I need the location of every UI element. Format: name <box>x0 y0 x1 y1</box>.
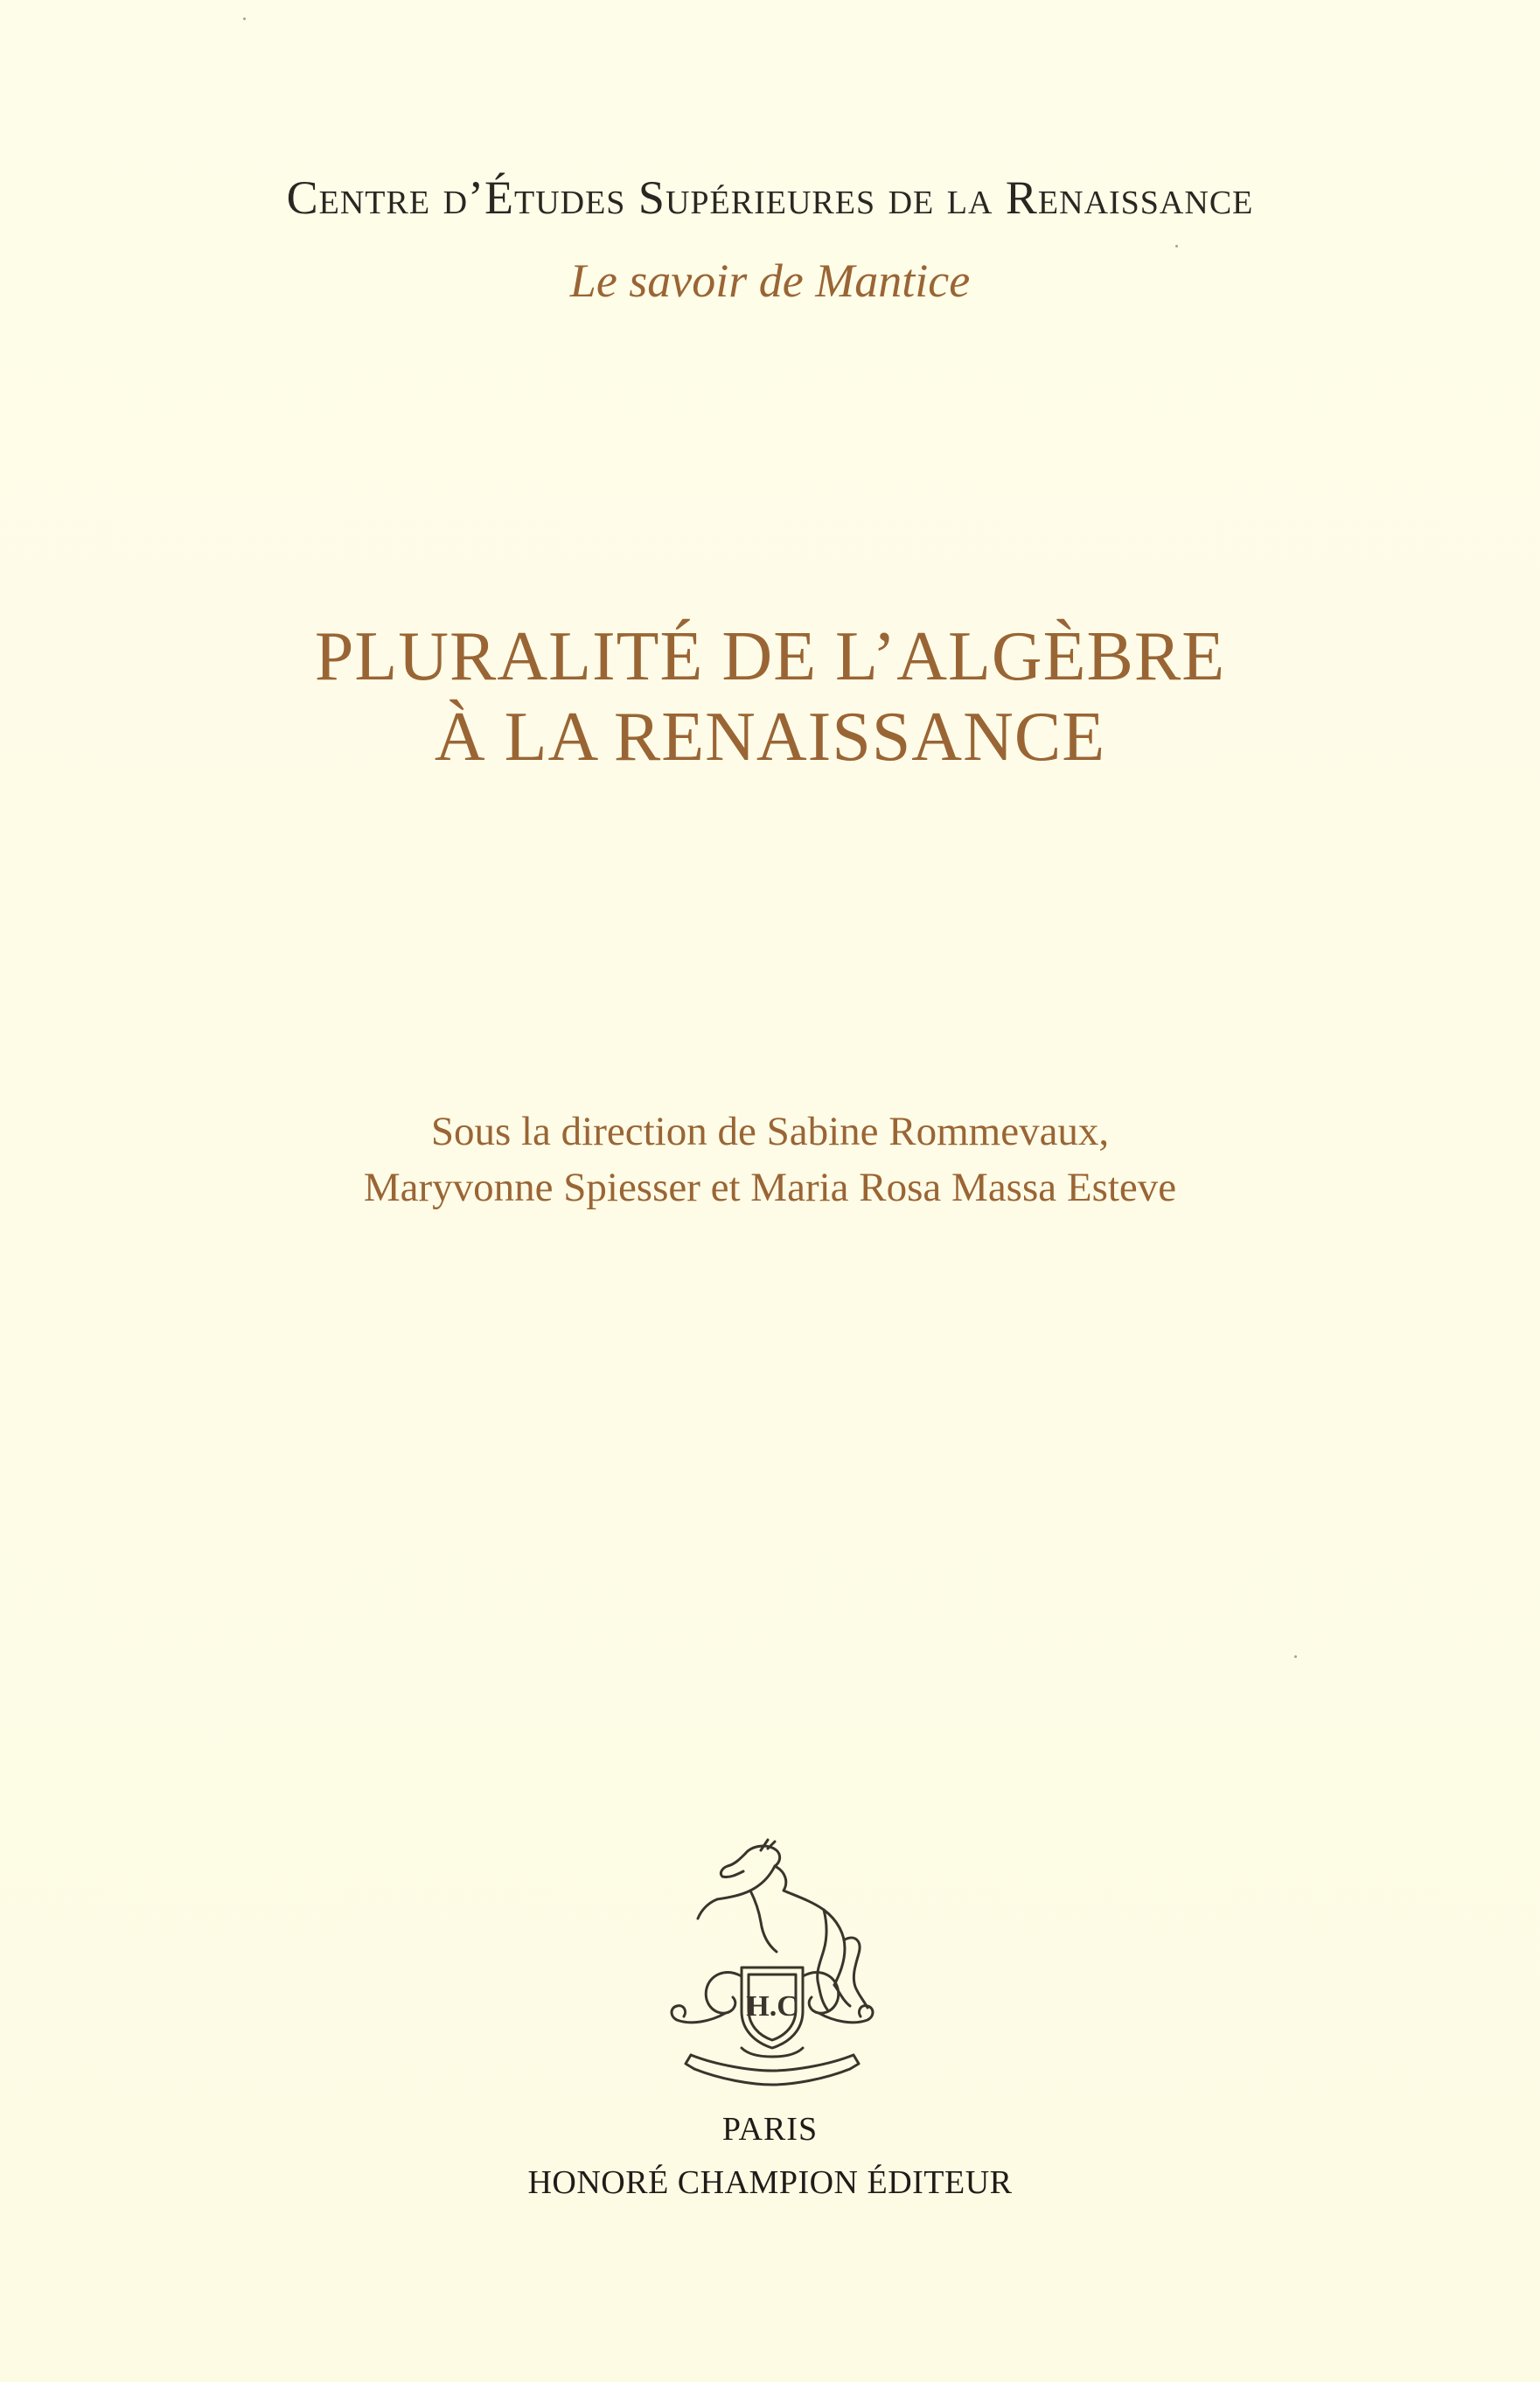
publisher-emblem-icon <box>665 1836 879 2099</box>
editors <box>0 1104 1540 1215</box>
book-title <box>0 616 1540 777</box>
paper-speck <box>243 17 246 20</box>
series-name: Centre d’Études Supérieures de la Renaissance <box>286 171 1254 224</box>
imprint-publisher: HONORÉ CHAMPION ÉDITEUR <box>527 2164 1013 2201</box>
series-subtitle: Le savoir de Mantice <box>569 254 971 307</box>
emblem-monogram: H.C <box>746 1990 798 2023</box>
imprint-city: PARIS <box>721 2111 819 2148</box>
paper-speck <box>1294 1655 1297 1658</box>
book-title-line-2: À LA RENAISSANCE <box>434 699 1106 776</box>
editors-line-2: Maryvonne Spiesser et Maria Rosa Massa Esteve <box>363 1165 1177 1210</box>
paper-speck <box>1175 245 1178 247</box>
book-title-line-1: PLURALITÉ DE L’ALGÈBRE <box>314 618 1226 695</box>
editors-line-1: Sous la direction de Sabine Rommevaux, <box>430 1109 1110 1154</box>
